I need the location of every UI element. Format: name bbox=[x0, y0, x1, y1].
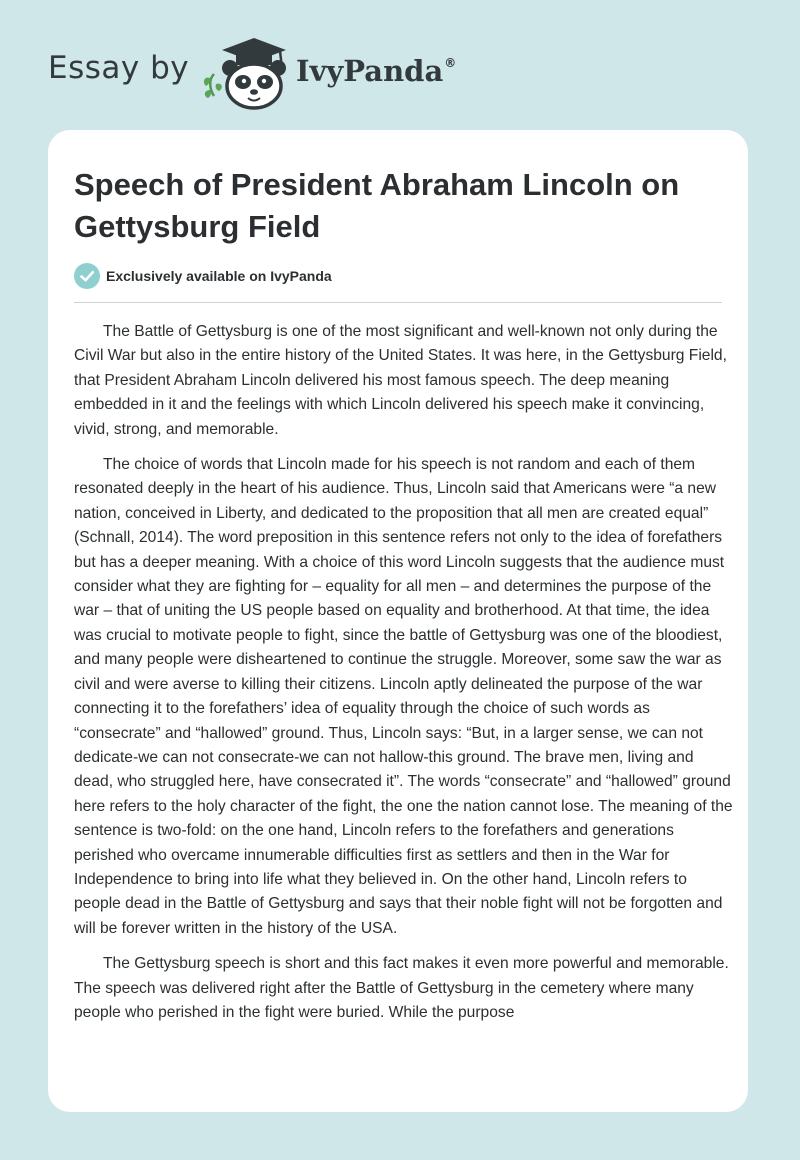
exclusive-badge bbox=[74, 263, 332, 289]
paragraph: The Battle of Gettysburg is one of the most significant and well-known not only during the Civil War but also in the entire history of the United States. It was here, in the Gettysburg Field, that President Abraham Lincoln delivered his most famous speech. The deep meaning embedded in it and the feelings with which Lincoln delivered his speech make it convincing, vivid, strong, and memorable. bbox=[74, 323, 727, 438]
badge-label: Exclusively available on IvyPanda bbox=[106, 268, 332, 284]
essay-title: Speech of President Abraham Lincoln on Gettysburg Field bbox=[74, 167, 680, 244]
paragraph: The Gettysburg speech is short and this fact makes it even more powerful and memorable. The speech was delivered right after the Battle of Gettysburg in the cemetery where many people who perished in the fight were buried. While the purpose bbox=[74, 955, 729, 1021]
title-divider bbox=[74, 302, 722, 303]
site-header bbox=[0, 0, 800, 130]
panda-graduate-logo-icon bbox=[200, 34, 292, 110]
checkmark-circle-icon bbox=[74, 263, 100, 289]
brand-logo-text bbox=[296, 54, 456, 88]
essay-body bbox=[74, 320, 734, 1036]
brand-name: IvyPanda bbox=[296, 54, 444, 88]
essay-by-label: Essay by bbox=[48, 50, 190, 86]
registered-mark: ® bbox=[444, 56, 457, 70]
paragraph: The choice of words that Lincoln made for his speech is not random and each of them resonated deeply in the heart of his audience. Thus, Lincoln said that Americans were “a new nation, conceived in Liberty, and dedicated to the proposition that all men are created equal” (Schnall, 2014). The word preposition in this sentence refers not only to the idea of forefathers but has a deeper meaning. With a choice of this word Lincoln suggests that the audience must consider what they are fighting for – equality for all men – and determines the purpose of the war – that of uniting the US people based on equality and brotherhood. At that time, the idea was crucial to motivate people to fight, since the battle of Gettysburg was one of the bloodiest, and many people were disheartened to continue the struggle. Moreover, some saw the war as civil and were averse to killing their citizens. Lincoln aptly delineated the purpose of the war connecting it to the forefathers’ idea of equality through the choice of such words as “consecrate” and “hallowed” ground. Thus, Lincoln says: “But, in a larger sense, we can not dedicate-we can not consecrate-we can not hallow-this ground. The brave men, living and dead, who struggled here, have consecrated it”. The words “consecrate” and “hallowed” ground here refers to the holy character of the fight, the one the nation cannot lose. The meaning of the sentence is two-fold: on the one hand, Lincoln refers to the forefathers and generations perished who overcame innumerable difficulties first as settlers and then in the War for Independence to bring into life what they believed in. On the other hand, Lincoln refers to people dead in the Battle of Gettysburg and says that their noble fight will not be forgotten and will be forever written in the history of the USA. bbox=[74, 456, 733, 937]
essay-card bbox=[48, 130, 748, 1112]
